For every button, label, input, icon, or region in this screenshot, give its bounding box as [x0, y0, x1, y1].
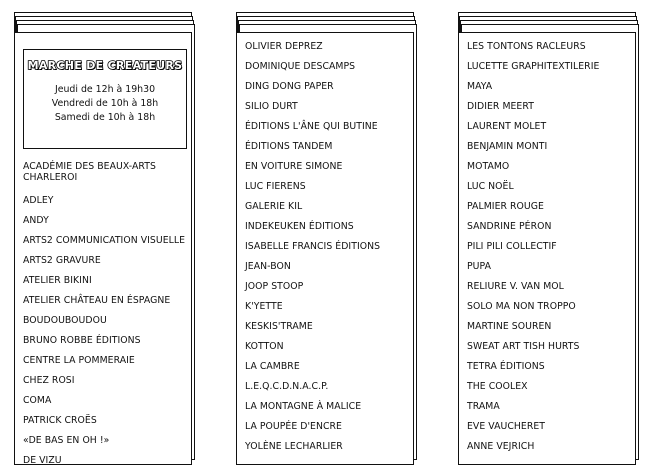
exhibitor-name: GALERIE KIL	[245, 201, 303, 212]
exhibitor-name: L.E.Q.C.D.N.A.C.P.	[245, 381, 329, 392]
front-sheet-1	[14, 32, 192, 465]
exhibitor-name: ADLEY	[23, 195, 54, 206]
exhibitor-name: ÉDITIONS L'ÂNE QUI BUTINE	[245, 121, 378, 132]
exhibitor-name: BOUDOUBOUDOU	[23, 315, 107, 326]
flyer-stack-3	[458, 12, 640, 462]
exhibitor-name: JOOP STOOP	[245, 281, 304, 292]
exhibitor-name: LA POUPÉE D'ENCRE	[245, 421, 342, 432]
flyer-stack-2	[236, 12, 418, 462]
exhibitor-name: BENJAMIN MONTI	[467, 141, 548, 152]
exhibitor-name: RELIURE V. VAN MOL	[467, 281, 564, 292]
exhibitor-name: PATRICK CROËS	[23, 415, 97, 426]
exhibitor-name: ATELIER BIKINI	[23, 275, 92, 286]
exhibitor-name: LA MONTAGNE À MALICE	[245, 401, 362, 412]
exhibitor-name: «DE BAS EN OH !»	[23, 435, 110, 446]
front-sheet-3	[458, 32, 636, 465]
exhibitor-name: DE VIZU	[23, 455, 62, 466]
exhibitor-name: CENTRE LA POMMERAIE	[23, 355, 135, 366]
exhibitor-name: ATELIER CHÂTEAU EN ÉSPAGNE	[23, 295, 171, 306]
exhibitor-name: SILIO DURT	[245, 101, 298, 112]
exhibitor-name: DIDIER MEERT	[467, 101, 534, 112]
exhibitor-name: ÉDITIONS TANDEM	[245, 141, 333, 152]
exhibitor-list-1	[15, 161, 191, 471]
exhibitor-list-2	[237, 37, 413, 457]
exhibitor-name: MOTAMO	[467, 161, 510, 172]
exhibitor-name: ANNE VEJRICH	[467, 441, 535, 452]
exhibitor-name: COMA	[23, 395, 52, 406]
exhibitor-name: MARTINE SOUREN	[467, 321, 552, 332]
exhibitor-name: LUC NOËL	[467, 181, 514, 192]
exhibitor-name: ISABELLE FRANCIS ÉDITIONS	[245, 241, 381, 252]
exhibitor-name: LUC FIERENS	[245, 181, 306, 192]
exhibitor-name: LES TONTONS RACLEURS	[467, 41, 586, 52]
exhibitor-name: KOTTON	[245, 341, 284, 352]
exhibitor-name: DOMINIQUE DESCAMPS	[245, 61, 356, 72]
exhibitor-name: ARTS2 COMMUNICATION VISUELLE	[23, 235, 186, 246]
exhibitor-name: SWEAT ART TISH HURTS	[467, 341, 580, 352]
exhibitor-name: EN VOITURE SIMONE	[245, 161, 343, 172]
exhibitor-name: PALMIER ROUGE	[467, 201, 544, 212]
exhibitor-name: SANDRINE PÉRON	[467, 221, 552, 232]
exhibitor-name: K'YETTE	[245, 301, 283, 312]
exhibitor-name: ACADÉMIE DES BEAUX-ARTS CHARLEROI	[23, 161, 156, 183]
exhibitor-name: ARTS2 GRAVURE	[23, 255, 101, 266]
exhibitor-name: JEAN-BON	[245, 261, 291, 272]
hours-thursday: Jeudi de 12h à 19h30	[54, 84, 156, 95]
exhibitor-name: LA CAMBRE	[245, 361, 300, 372]
exhibitor-name: MAYA	[467, 81, 493, 92]
exhibitor-name: LAURENT MOLET	[467, 121, 547, 132]
exhibitor-name: DING DONG PAPER	[245, 81, 334, 92]
exhibitor-name: OLIVIER DEPREZ	[245, 41, 323, 52]
exhibitor-name: INDEKEUKEN ÉDITIONS	[245, 221, 354, 232]
exhibitor-name: TETRA ÉDITIONS	[467, 361, 545, 372]
exhibitor-name: LUCETTE GRAPHITEXTILERIE	[467, 61, 600, 72]
exhibitor-name: TRAMA	[467, 401, 500, 412]
exhibitor-name: CHEZ ROSI	[23, 375, 75, 386]
flyer-stack-1	[14, 12, 196, 466]
exhibitor-name: KESKIS'TRAME	[245, 321, 313, 332]
exhibitor-name: YOLÈNE LECHARLIER	[245, 441, 343, 452]
exhibitor-name: BRUNO ROBBE ÉDITIONS	[23, 335, 141, 346]
hours-friday: Vendredi de 10h à 18h	[51, 98, 159, 109]
hours-saturday: Samedi de 10h à 18h	[54, 112, 156, 123]
exhibitor-list-3	[459, 37, 635, 457]
exhibitor-name: SOLO MA NON TROPPO	[467, 301, 576, 312]
event-info-box	[23, 49, 187, 149]
exhibitor-name: ANDY	[23, 215, 49, 226]
exhibitor-name: EVE VAUCHERET	[467, 421, 546, 432]
front-sheet-2	[236, 32, 414, 465]
exhibitor-name: PUPA	[467, 261, 491, 272]
exhibitor-name: PILI PILI COLLECTIF	[467, 241, 557, 252]
event-title: MARCHE DE CREATEURS	[27, 59, 183, 72]
exhibitor-name: THE COOLEX	[467, 381, 528, 392]
